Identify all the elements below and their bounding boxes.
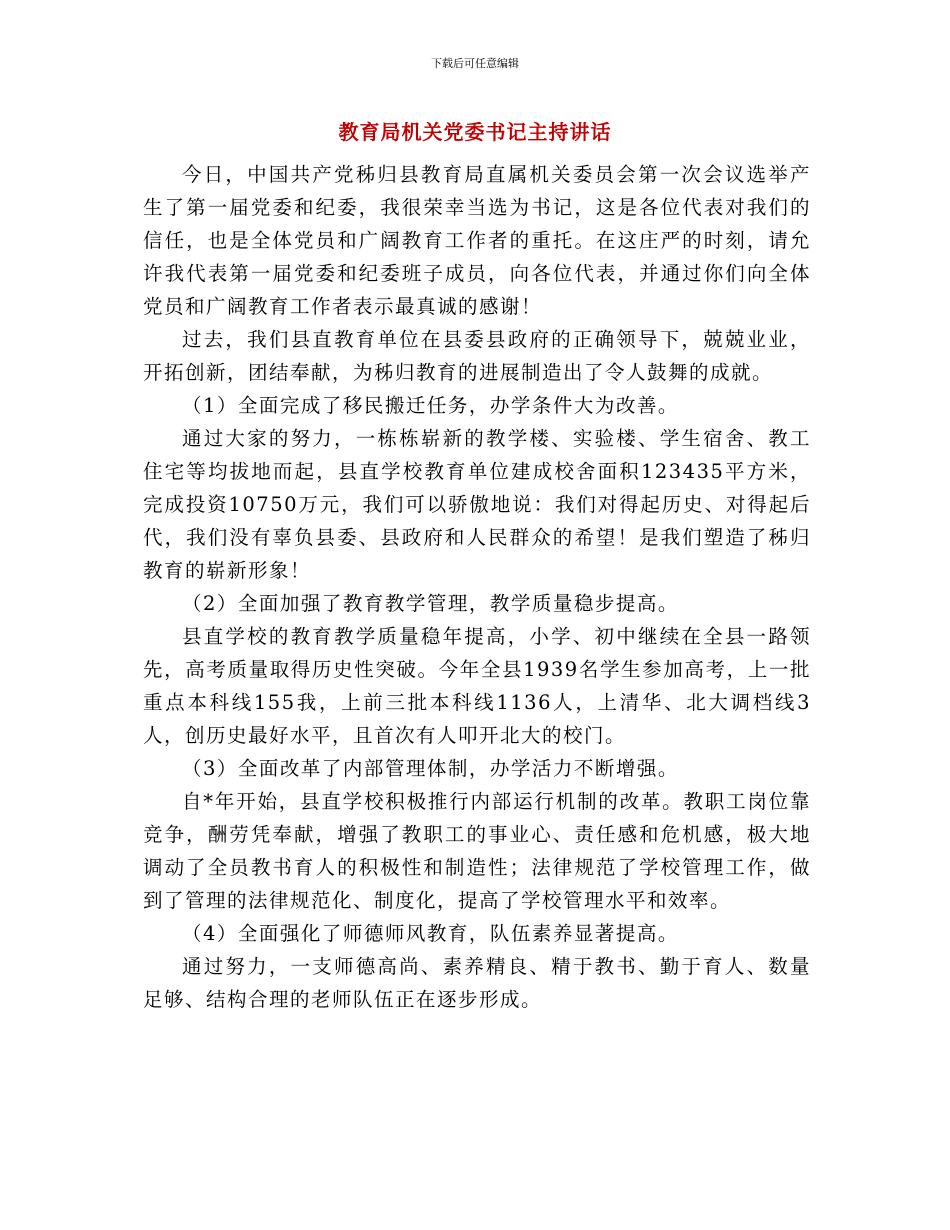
paragraph-relocation: 通过大家的努力，一栋栋崭新的教学楼、实验楼、学生宿舍、教工住宅等均拔地而起，县直学校教育单位建成校舍面积123435平方米，完成投资10750万元，我们可以骄傲地说：我们对得起历史、对得起后代，我们没有辜负县委、县政府和人民群众的希望！是我们塑造了秭归教育的崭新形象！ [143,427,811,582]
paragraph-teacher-team: 通过努力，一支师德高尚、素养精良、精于教书、勤于育人、数量足够、结构合理的老师队伍正在逐步形成。 [143,955,811,1011]
paragraph-teaching-quality: 县直学校的教育教学质量稳年提高，小学、初中继续在全县一路领先，高考质量取得历史性突破。今年全县1939名学生参加高考，上一批重点本科线155我，上前三批本科线1136人，上清华、北大调档线3人，创历史最好水平，且首次有人叩开北大的校门。 [143,625,811,747]
paragraph-past: 过去，我们县直教育单位在县委县政府的正确领导下，兢兢业业，开拓创新，团结奉献，为秭归教育的进展制造出了令人鼓舞的成就。 [143,328,811,384]
section-heading-4: （4）全面强化了师德师风教育，队伍素养显著提高。 [182,922,679,945]
document-body [143,158,811,1016]
paragraph-management-reform: 自*年开始，县直学校积极推行内部运行机制的改革。教职工岗位靠竞争，酬劳凭奉献，增强了教职工的事业心、责任感和危机感，极大地调动了全员教书育人的积极性和制造性；法律规范了学校管理工作，做到了管理的法律规范化、制度化，提高了学校管理水平和效率。 [143,790,811,912]
section-heading-3: （3）全面改革了内部管理体制，办学活力不断增强。 [182,757,679,780]
document-title: 教育局机关党委书记主持讲话 [338,120,612,144]
section-heading-2: （2）全面加强了教育教学管理，教学质量稳步提高。 [182,592,679,615]
section-heading-1: （1）全面完成了移民搬迁任务，办学条件大为改善。 [182,394,679,417]
paragraph-intro: 今日，中国共产党秭归县教育局直属机关委员会第一次会议选举产生了第一届党委和纪委，我很荣幸当选为书记，这是各位代表对我们的信任，也是全体党员和广阔教育工作者的重托。在这庄严的时刻，请允许我代表第一届党委和纪委班子成员，向各位代表，并通过你们向全体党员和广阔教育工作者表示最真诚的感谢！ [143,163,811,318]
header-note: 下载后可任意编辑 [431,57,519,70]
